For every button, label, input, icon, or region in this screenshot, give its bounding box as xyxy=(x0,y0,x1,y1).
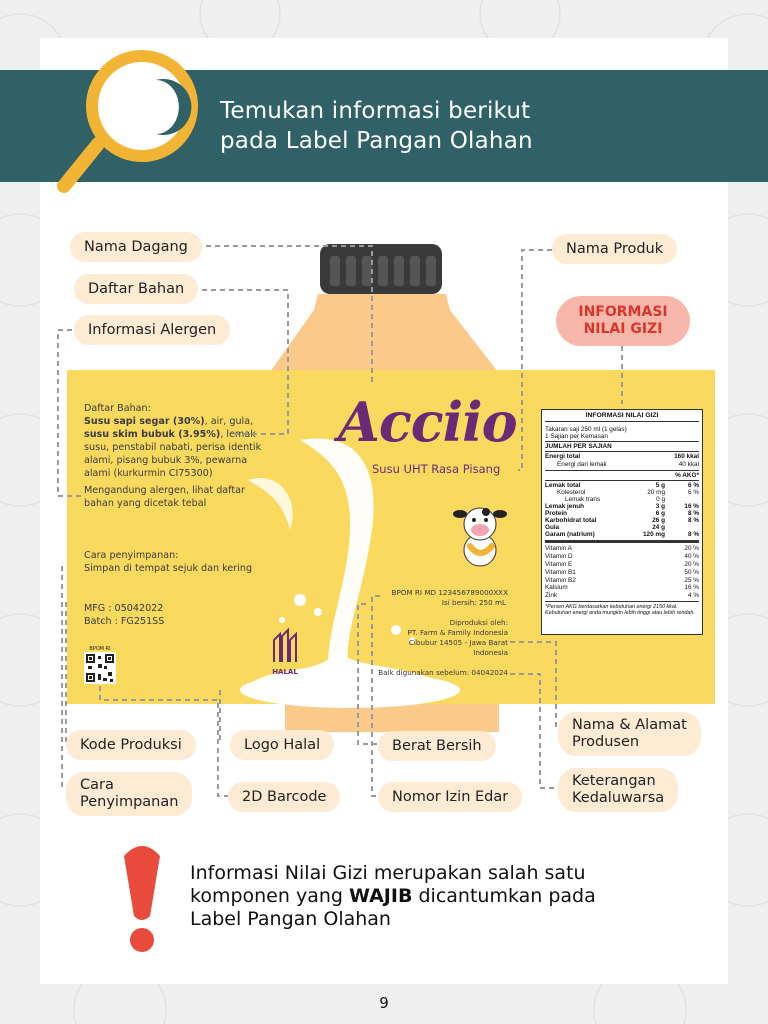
gizi-badge-line-1: INFORMASI xyxy=(578,304,668,320)
callout-daftar-bahan: Daftar Bahan xyxy=(74,274,198,304)
mfg-date: MFG : 05042022 xyxy=(84,603,164,614)
nama-alamat-line-2: Produsen xyxy=(572,734,640,750)
nutrient-amount: 26 g xyxy=(652,517,665,525)
gizi-badge-line-2: NILAI GIZI xyxy=(583,321,663,337)
nutrient-label: Protein xyxy=(545,510,568,518)
callout-2d-barcode: 2D Barcode xyxy=(228,782,340,812)
vitamin-label: Kalsium xyxy=(545,584,568,592)
callout-cara-penyimpanan xyxy=(66,772,192,816)
nutrient-label: Lemak jenuh xyxy=(545,503,585,511)
ingredient-bold-1: Susu sapi segar (30%) xyxy=(84,416,205,427)
callout-informasi-alergen: Informasi Alergen xyxy=(74,315,230,345)
nutrient-akg: 16 % xyxy=(684,503,699,511)
vitamin-label: Vitamin B2 xyxy=(545,576,576,584)
nutrient-label: Lemak total xyxy=(545,482,581,490)
page-number: 9 xyxy=(379,994,389,1012)
servings-per-pack: 1 Sajian per Kemasan xyxy=(545,433,608,440)
ingredient-line-3: susu, penstabil nabati, perisa identik xyxy=(84,442,262,453)
nutrient-akg: 8 % xyxy=(687,531,699,539)
vitamin-akg: 20 % xyxy=(684,560,699,568)
nama-alamat-line-1: Nama & Alamat xyxy=(572,717,687,733)
nutrient-akg: 8 % xyxy=(687,510,699,518)
serving-size: Takaran saji 250 ml (1 gelas) xyxy=(545,426,627,433)
product-name: Susu UHT Rasa Pisang xyxy=(372,462,501,476)
nutrient-amount: 3 g xyxy=(655,503,665,511)
ingredient-text-1: , air, gula, xyxy=(204,416,254,427)
vitamin-akg: 16 % xyxy=(684,584,699,592)
nutrient-amount: 120 mg xyxy=(642,531,665,539)
nutrient-label: Karbohidrat total xyxy=(545,517,597,525)
vitamin-akg: 40 % xyxy=(684,553,699,561)
callout-keterangan-kedaluwarsa xyxy=(558,768,678,812)
per-serving-header: JUMLAH PER SAJIAN xyxy=(545,443,612,450)
warning-line-2-post: dicantumkan pada xyxy=(412,885,596,907)
storage-text: Simpan di tempat sejuk dan kering xyxy=(84,563,253,574)
vitamin-label: Zink xyxy=(545,592,558,600)
expiry-date: Baik digunakan sebelum: 04042024 xyxy=(378,668,508,677)
producer-line-4: Indonesia xyxy=(473,648,508,657)
nutrient-akg: 6 % xyxy=(687,489,699,497)
warning-line-1: Informasi Nilai Gizi merupakan salah satu xyxy=(190,862,586,884)
allergen-line-2: bahan yang dicetak tebal xyxy=(84,498,207,509)
producer-line-3: Cibubur 14505 - Jawa Barat xyxy=(408,638,508,647)
vitamin-label: Vitamin A xyxy=(545,545,572,553)
brand-name: Acciio xyxy=(338,390,517,454)
vitamin-akg: 25 % xyxy=(684,576,699,584)
ingredient-text-2: , lemak xyxy=(220,429,256,440)
nutrient-label: Garam (natrium) xyxy=(545,531,595,539)
vitamin-akg: 20 % xyxy=(684,545,699,553)
callout-kode-produksi: Kode Produksi xyxy=(66,730,196,760)
bpom-number: BPOM RI MD 123456789000XXX xyxy=(391,588,508,597)
energy-label: Energi total xyxy=(545,453,581,460)
energy-value: 160 kkal xyxy=(674,453,699,460)
allergen-line-1: Mengandung alergen, lihat daftar xyxy=(84,485,245,496)
qr-label: BPOM RI xyxy=(89,646,111,652)
ingredient-bold-2: susu skim bubuk (3.95%) xyxy=(84,429,221,440)
callout-nama-produk: Nama Produk xyxy=(552,234,677,264)
batch-code: Batch : FG251SS xyxy=(84,616,165,627)
title-line-2: pada Label Pangan Olahan xyxy=(220,128,533,154)
producer-line-1: Diproduksi oleh: xyxy=(449,618,508,627)
warning-line-2-pre: komponen yang xyxy=(190,885,349,907)
ingredients-title: Daftar Bahan: xyxy=(84,403,151,414)
producer-line-2: PT. Farm & Family Indonesia xyxy=(407,628,508,637)
vitamin-label: Vitamin B1 xyxy=(545,568,576,576)
nutrient-akg: 6 % xyxy=(687,482,699,490)
keterangan-line-2: Kedaluwarsa xyxy=(572,790,665,806)
energy-fat-label: Energi dari lemak xyxy=(557,460,607,468)
storage-title: Cara penyimpanan: xyxy=(84,550,179,561)
cara-penyimpanan-line-1: Cara xyxy=(80,777,114,793)
nutrition-title: INFORMASI NILAI GIZI xyxy=(545,412,699,422)
halal-text: HALAL xyxy=(272,668,298,676)
net-weight: Isi bersih: 250 mL xyxy=(441,598,506,607)
callout-berat-bersih: Berat Bersih xyxy=(378,731,496,761)
vitamin-akg: 50 % xyxy=(684,568,699,576)
nutrient-label: Kolesterol xyxy=(557,489,586,497)
vitamin-label: Vitamin D xyxy=(545,553,573,561)
warning-line-3: Label Pangan Olahan xyxy=(190,908,391,930)
nutrient-amount: 20 mg xyxy=(647,489,665,497)
exclamation-icon xyxy=(120,842,164,954)
nutrient-amount: 5 g xyxy=(655,482,665,490)
nutrient-akg: 8 % xyxy=(687,517,699,525)
nutrient-label: Gula xyxy=(545,524,560,532)
energy-fat-value: 40 kkal xyxy=(678,460,699,468)
nutrient-amount: 0 g xyxy=(656,496,665,504)
cara-penyimpanan-line-2: Penyimpanan xyxy=(80,794,179,810)
nutrient-amount: 6 g xyxy=(655,510,665,518)
akg-header: % AKG* xyxy=(675,471,699,479)
warning-bold-word: WAJIB xyxy=(349,885,413,907)
callout-nama-alamat-produsen xyxy=(558,712,701,756)
ingredient-line-4: alami, pisang bubuk 3%, pewarna xyxy=(84,455,248,466)
vitamin-akg: 4 % xyxy=(687,592,699,600)
nutrition-footnote: *Persen AKG berdasarkan kebutuhan energi 2150 kkal. Kebutuhan energi anda mungkin lebih tinggi atau lebih rendah. xyxy=(545,603,695,617)
ingredient-line-5: alami (kurkurmin CI75300) xyxy=(84,468,213,479)
title-line-1: Temukan informasi berikut xyxy=(220,98,531,124)
nutrient-label: Lemak trans xyxy=(565,496,601,504)
nutrient-amount: 24 g xyxy=(652,524,665,532)
vitamin-label: Vitamin E xyxy=(545,560,573,568)
callout-nama-dagang: Nama Dagang xyxy=(70,232,202,262)
keterangan-line-1: Keterangan xyxy=(572,773,656,789)
callout-logo-halal: Logo Halal xyxy=(230,730,334,760)
warning-text xyxy=(190,862,596,931)
callout-nomor-izin-edar: Nomor Izin Edar xyxy=(378,782,522,812)
